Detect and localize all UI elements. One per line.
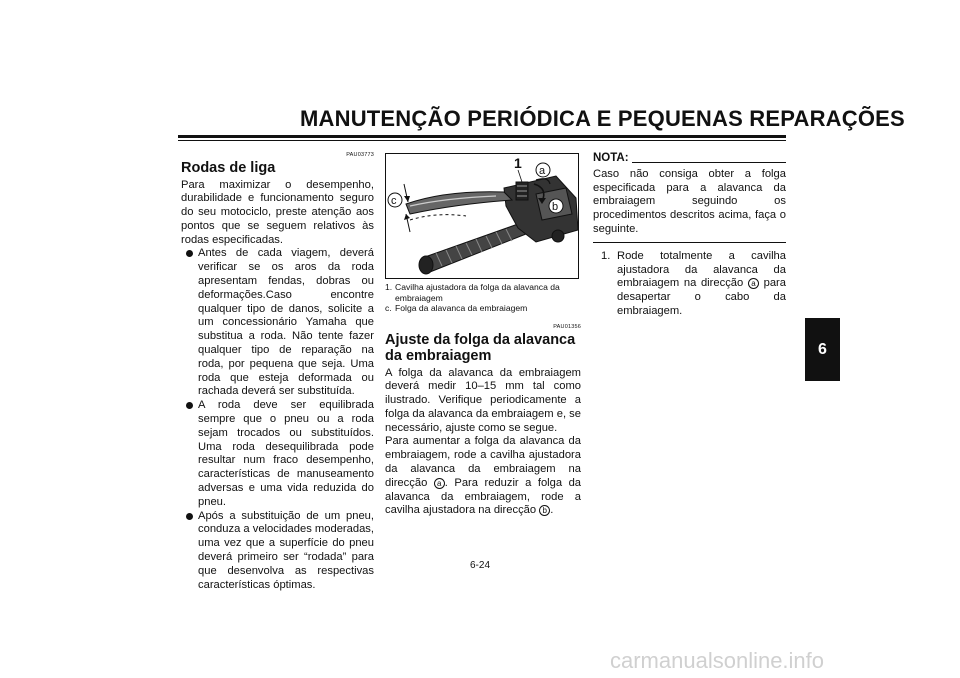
bullet-dot-icon bbox=[186, 250, 193, 257]
intro-paragraph: Para maximizar o desempenho, durabilidade e funcionamento seguro do seu motociclo, preste atenção aos pontos que se seguem relativos às rodas especificadas. bbox=[181, 178, 374, 246]
page-title: MANUTENÇÃO PERIÓDICA E PEQUENAS REPARAÇÕES bbox=[300, 106, 905, 131]
caption-item: c. Folga da alavanca da embraiagem bbox=[385, 303, 528, 313]
nota-text: Caso não consiga obter a folga especificada para a alavanca da embraiagem seguindo os procedimentos descritos acima, faça o seguinte. bbox=[593, 167, 786, 235]
step-item: 1. Rode totalmente a cavilha ajustadora da alavanca da embraiagem na direcção a para desapertar o cabo da embraiagem. bbox=[601, 249, 786, 317]
left-column bbox=[181, 152, 374, 592]
section-code: PAU03773 bbox=[346, 152, 374, 158]
steps-list bbox=[593, 250, 786, 319]
marker-a: a bbox=[748, 278, 759, 289]
nota-end-rule bbox=[593, 242, 786, 243]
marker-b: b bbox=[539, 505, 550, 516]
page-number: 6-24 bbox=[470, 560, 491, 571]
clutch-lever-illustration bbox=[386, 154, 578, 278]
clutch-paragraph-2: Para aumentar a folga da alavanca da embraiagem, rode a cavilha ajustadora da alavanca da embraiagem na direcção a . Para reduzir a folga da alavanca da embraiagem, rode a cavilha ajustadora na direcção b . bbox=[385, 435, 582, 517]
figure-label-c: c bbox=[391, 195, 397, 207]
clutch-paragraph-1: A folga da alavanca da embraiagem deverá medir 10–15 mm tal como ilustrado. Verifique periodicamente a folga da alavanca da embraiagem e, se necessário, ajuste como se segue. bbox=[385, 366, 581, 434]
nota-rule bbox=[632, 162, 786, 163]
caption-item: 1. Cavilha ajustadora da folga da alavanca da embraiagem bbox=[385, 282, 560, 303]
nota-header bbox=[593, 152, 786, 166]
watermark: carmanualsonline.info bbox=[610, 648, 825, 673]
middle-column bbox=[385, 152, 581, 518]
marker-a: a bbox=[434, 478, 445, 489]
section-code: PAU01356 bbox=[553, 323, 581, 330]
chapter-tab[interactable]: 6 bbox=[805, 318, 840, 381]
section-heading-embraiagem: Ajuste da folga da alavanca da embraiagem bbox=[385, 331, 576, 364]
bullet-list bbox=[181, 247, 374, 592]
bullet-dot-icon bbox=[186, 402, 193, 409]
section-heading-rodas: Rodas de liga bbox=[181, 160, 276, 176]
clutch-lever-figure bbox=[385, 153, 579, 279]
figure-label-1: 1 bbox=[514, 155, 522, 171]
figure-label-a: a bbox=[539, 165, 546, 177]
bullet-item: Antes de cada viagem, deverá verificar se os aros da roda apresentam fendas, dobras ou deformações.Caso encontre qualquer tipo de danos, solicite a um concessionário Yamaha que substitua a roda. Não tente fazer qualquer tipo de reparação na roda, por pequena que seja. Uma roda que esteja deformada ou rachada deverá ser substituída. bbox=[181, 247, 374, 399]
bullet-dot-icon bbox=[186, 513, 193, 520]
figure-label-b: b bbox=[552, 201, 559, 213]
figure-captions bbox=[385, 282, 581, 314]
bullet-item: Após a substituição de um pneu, conduza a velocidades moderadas, uma vez que a superfície do pneu deverá primeiro ser “rodada” para que desenvolva as respectivas características óptimas. bbox=[181, 510, 374, 593]
nota-label: NOTA: bbox=[593, 152, 629, 164]
bullet-item: A roda deve ser equilibrada sempre que o pneu ou a roda sejam trocados ou substituídos. Uma roda desequilibrada pode resultar num fraco desempenho, características de manuseamento adversas e uma vida reduzida do pneu. bbox=[181, 399, 374, 509]
right-column bbox=[593, 152, 786, 319]
header-rule bbox=[178, 135, 786, 138]
header-rule-thin bbox=[178, 140, 786, 141]
